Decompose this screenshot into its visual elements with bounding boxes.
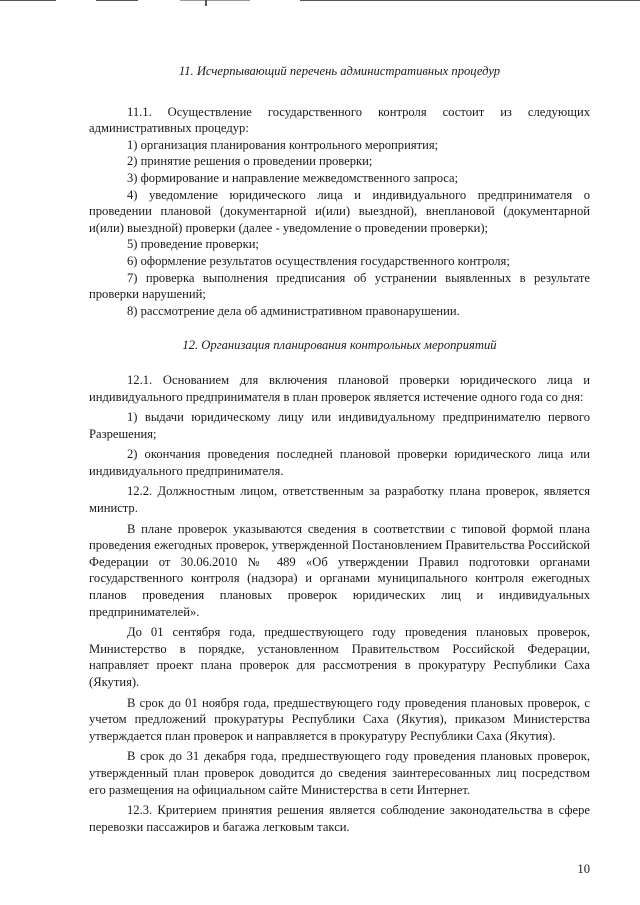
section-12-heading: 12. Организация планирования контрольных мероприятий — [182, 338, 497, 353]
procedure-item: 7) проверка выполнения предписания об устранении выявленных в результате проверки нарушений; — [89, 270, 590, 302]
section-11-heading: 11. Исчерпывающий перечень административных процедур — [178, 64, 501, 78]
paragraph: 2) окончания проведения последней плановой проверки юридического лица или индивидуального предпринимателя. — [89, 447, 590, 478]
procedure-item: 3) формирование и направление межведомственного запроса; — [127, 170, 459, 185]
paragraph: 12.1. Основанием для включения плановой проверки юридического лица и индивидуального предпринимателя в план проверок является истечение одного года со дня: — [89, 372, 590, 404]
paragraph: 1) выдачи юридическому лицу или индивидуальному предпринимателю первого Разрешения; — [89, 410, 590, 441]
procedure-item: 8) рассмотрение дела об административном правонарушении. — [127, 303, 460, 318]
procedure-item: 4) уведомление юридического лица и индивидуального предпринимателя о проведении плановой (документарной и(или) выездной), внеплановой (документарной и(или) выездной) проверки (далее - уведомление о проведении проверки); — [89, 187, 590, 235]
procedure-item: 6) оформление результатов осуществления государственного контроля; — [127, 253, 510, 268]
paragraph: До 01 сентября года, предшествующего году проведения плановых проверок, Министерство в порядке, установленном Правительством Российской Федерации, направляет проект плана проверок для рассмотрения в прокуратуру Республики Саха (Якутия). — [89, 625, 590, 689]
procedure-item: 1) организация планирования контрольного мероприятия; — [127, 137, 439, 152]
document-body — [89, 63, 590, 835]
procedure-item: 2) принятие решения о проведении проверки; — [127, 154, 373, 169]
paragraph: 12.3. Критерием принятия решения является соблюдение законодательства в сфере перевозки пассажиров и багажа легковым такси. — [89, 803, 590, 834]
paragraph: В срок до 31 декабря года, предшествующего году проведения плановых проверок, утвержденный план проверок доводится до сведения заинтересованных лиц посредством его размещения на официальном сайте Министерства в сети Интернет. — [89, 749, 590, 797]
scan-edge-mark — [0, 0, 56, 1]
paragraph: В плане проверок указываются сведения в соответствии с типовой формой плана проведения ежегодных проверок, утвержденной Постановлением Правительства Российской Федерации от 30.06.2010 № 489 «Об утверждении Правил подготовки органами государственного контроля (надзора) и органами муниципального контроля ежегодных планов проведения плановых проверок юридических лиц и индивидуальных предпринимателей». — [89, 521, 590, 619]
page-number: 10 — [577, 862, 590, 876]
paragraph: 12.2. Должностным лицом, ответственным за разработку плана проверок, является министр. — [89, 484, 590, 516]
scan-edge-mark — [300, 0, 640, 1]
paragraph: В срок до 01 ноября года, предшествующего году проведения плановых проверок, с учетом предложений прокуратуры Республики Саха (Якутия), приказом Министерства утверждается план проверок и направляется в прокуратуру Республики Саха (Якутия). — [89, 695, 590, 743]
procedure-item: 5) проведение проверки; — [127, 237, 259, 252]
section-11-intro: 11.1. Осуществление государственного контроля состоит из следующих административных процедур: — [89, 104, 590, 136]
scan-edge-mark — [180, 0, 250, 1]
scan-edge-mark — [205, 0, 207, 6]
scan-edge-mark — [96, 0, 138, 1]
